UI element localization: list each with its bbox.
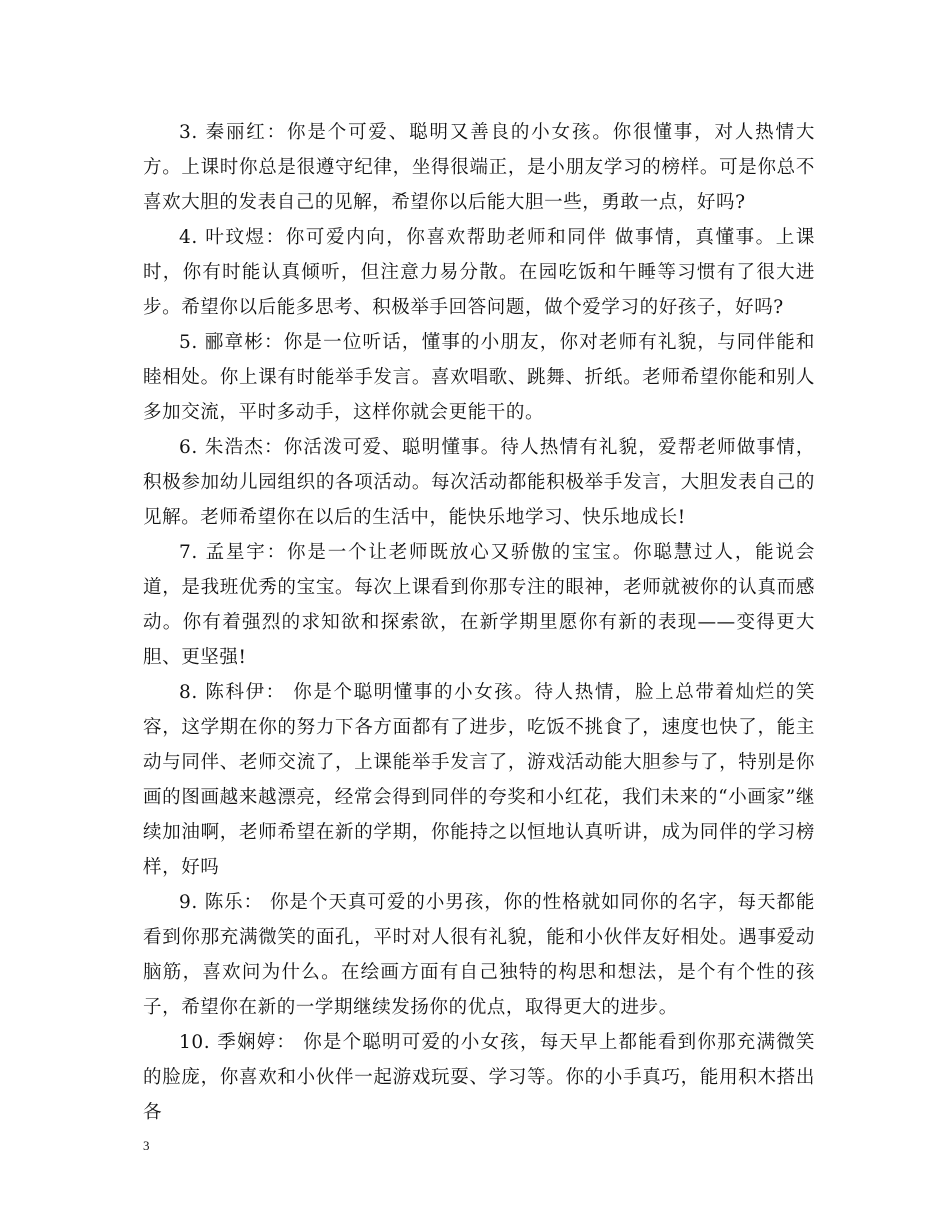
comment-paragraph-7: 7. 孟星宇：你是一个让老师既放心又骄傲的宝宝。你聪慧过人，能说会道，是我班优秀的宝宝。每次上课看到你那专注的眼神，老师就被你的认真而感动。你有着强烈的求知欲和探索欲，在新学期里愿你有新的表现——变得更大胆、更坚强! — [143, 542, 815, 668]
comment-paragraph-5: 5. 郦章彬：你是一位听话，懂事的小朋友，你对老师有礼貌，与同伴能和睦相处。你上课有时能举手发言。喜欢唱歌、跳舞、折纸。老师希望你能和别人多加交流，平时多动手，这样你就会更能干的。 — [143, 332, 815, 423]
comment-paragraph-9: 9. 陈乐： 你是个天真可爱的小男孩，你的性格就如同你的名字，每天都能看到你那充满微笑的面孔，平时对人很有礼貌，能和小伙伴友好相处。遇事爱动脑筋，喜欢问为什么。在绘画方面有自己独特的构思和想法，是个有个性的孩子，希望你在新的一学期继续发扬你的优点，取得更大的进步。 — [143, 892, 815, 1018]
document-body — [143, 115, 815, 1130]
page-number: 3 — [143, 1138, 150, 1153]
comment-paragraph-3: 3. 秦丽红：你是个可爱、聪明又善良的小女孩。你很懂事，对人热情大方。上课时你总是很遵守纪律，坐得很端正，是小朋友学习的榜样。可是你总不喜欢大胆的发表自己的见解，希望你以后能大胆一些，勇敢一点，好吗? — [143, 122, 815, 213]
comment-paragraph-8: 8. 陈科伊： 你是个聪明懂事的小女孩。待人热情，脸上总带着灿烂的笑容，这学期在你的努力下各方面都有了进步，吃饭不挑食了，速度也快了，能主动与同伴、老师交流了，上课能举手发言了，游戏活动能大胆参与了，特别是你画的图画越来越漂亮，经常会得到同伴的夸奖和小红花，我们未来的“小画家”继续加油啊，老师希望在新的学期，你能持之以恒地认真听讲，成为同伴的学习榜样，好吗 — [143, 682, 815, 878]
comment-paragraph-4: 4. 叶玟煜：你可爱内向，你喜欢帮助老师和同伴 做事情，真懂事。上课时，你有时能认真倾听，但注意力易分散。在园吃饭和午睡等习惯有了很大进步。希望你以后能多思考、积极举手回答问题，做个爱学习的好孩子，好吗? — [143, 227, 815, 318]
comment-paragraph-6: 6. 朱浩杰：你活泼可爱、聪明懂事。待人热情有礼貌，爱帮老师做事情，积极参加幼儿园组织的各项活动。每次活动都能积极举手发言，大胆发表自己的见解。老师希望你在以后的生活中，能快乐地学习、快乐地成长! — [143, 437, 815, 528]
comment-paragraph-10: 10. 季娴婷： 你是个聪明可爱的小女孩，每天早上都能看到你那充满微笑的脸庞，你喜欢和小伙伴一起游戏玩耍、学习等。你的小手真巧，能用积木搭出各 — [143, 1032, 815, 1123]
